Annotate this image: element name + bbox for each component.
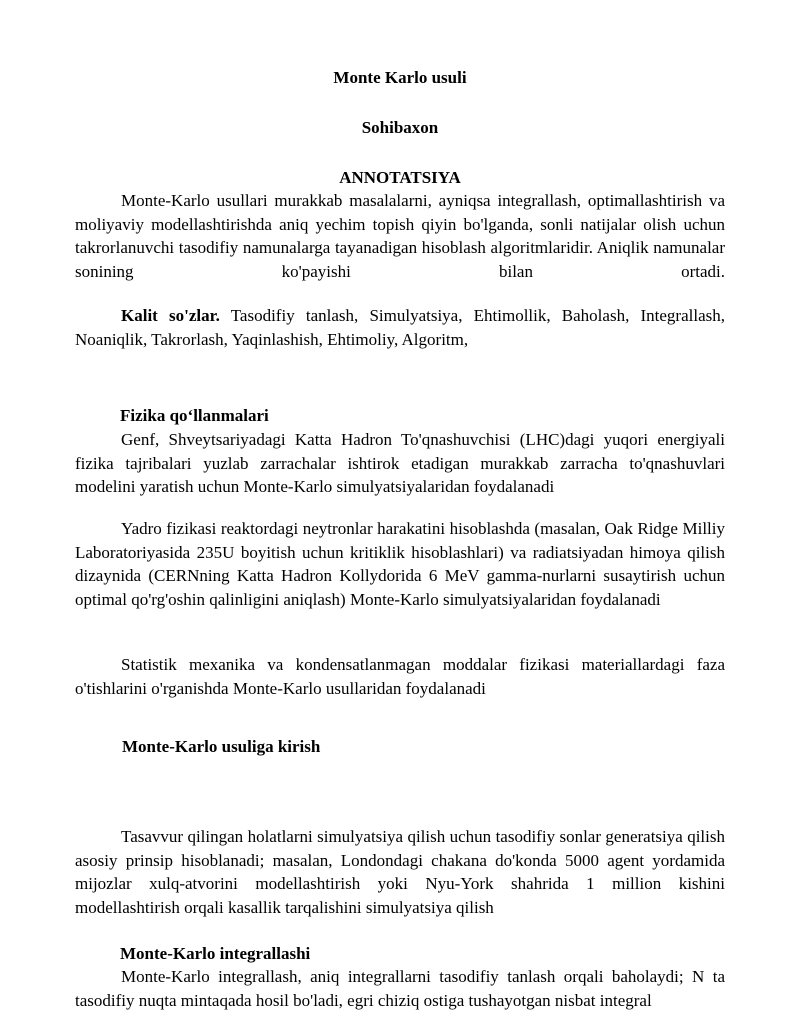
keywords-text: Tasodifiy tanlash, Simulyatsiya, Ehtimollik, Baholash, Integrallash, Noaniqlik, Takrorlash, Yaqinlashish, Ehtimoliy, Algoritm, [75,306,725,349]
abstract-heading: ANNOTATSIYA [339,168,461,187]
section-heading-integration: Monte-Karlo integrallashi [120,944,311,963]
physics-paragraph-1: Genf, Shveytsariyadagi Katta Hadron To'qnashuvchisi (LHC)dagi yuqori energiyali fizika tajribalari yuzlab zarrachalar ishtirok etadigan murakkab zarracha to'qnashuvlari modelini yaratish uchun Monte-Karlo simulyatsiyalaridan foydalanadi [75,430,725,497]
keywords-label: Kalit so'zlar. [121,306,220,325]
keywords-paragraph [75,304,725,351]
integration-paragraph: Monte-Karlo integrallash, aniq integrallarni tasodifiy tanlash orqali baholaydi; N ta tasodifiy nuqta mintaqada hosil bo'ladi, egri chiziq ostiga tushayotgan nisbat integral [75,967,725,1010]
section-heading-physics: Fizika qo‘llanmalari [120,406,269,425]
document-title: Monte Karlo usuli [333,68,467,87]
section-heading-intro: Monte-Karlo usuliga kirish [122,737,321,756]
document-author: Sohibaxon [361,118,439,137]
intro-paragraph: Tasavvur qilingan holatlarni simulyatsiya qilish uchun tasodifiy sonlar generatsiya qilish asosiy prinsip hisoblanadi; masalan, Londondagi chakana do'konda 5000 agent yordamida mijozlar xulq-atvorini modellashtirish yoki Nyu-York shahrida 1 million kishini modellashtirish orqali kasallik tarqalishini simulyatsiya qilish [75,827,725,917]
abstract-paragraph: Monte-Karlo usullari murakkab masalalarni, ayniqsa integrallash, optimallashtirish va moliyaviy modellashtirishda aniq yechim topish qiyin bo'lganda, sonli natijalar olish uchun takrorlanuvchi tasodifiy namunalarga tayanadigan hisoblash algoritmlaridir. Aniqlik namunalar sonining ko'payishi bilan ortadi. [75,191,725,281]
physics-paragraph-3: Statistik mexanika va kondensatlanmagan moddalar fizikasi materiallardagi faza o'tishlarini o'rganishda Monte-Karlo usullaridan foydalanadi [75,655,725,698]
physics-paragraph-2: Yadro fizikasi reaktordagi neytronlar harakatini hisoblashda (masalan, Oak Ridge Milliy Laboratoriyasida 235U boyitish uchun kritiklik hisoblashlari) va radiatsiyadan himoya qilish dizaynida (CERNning Katta Hadron Kollydorida 6 MeV gamma-nurlarni susaytirish uchun optimal qo'rg'oshin qalinligini aniqlash) Monte-Karlo simulyatsiyalaridan foydalanadi [75,519,725,609]
